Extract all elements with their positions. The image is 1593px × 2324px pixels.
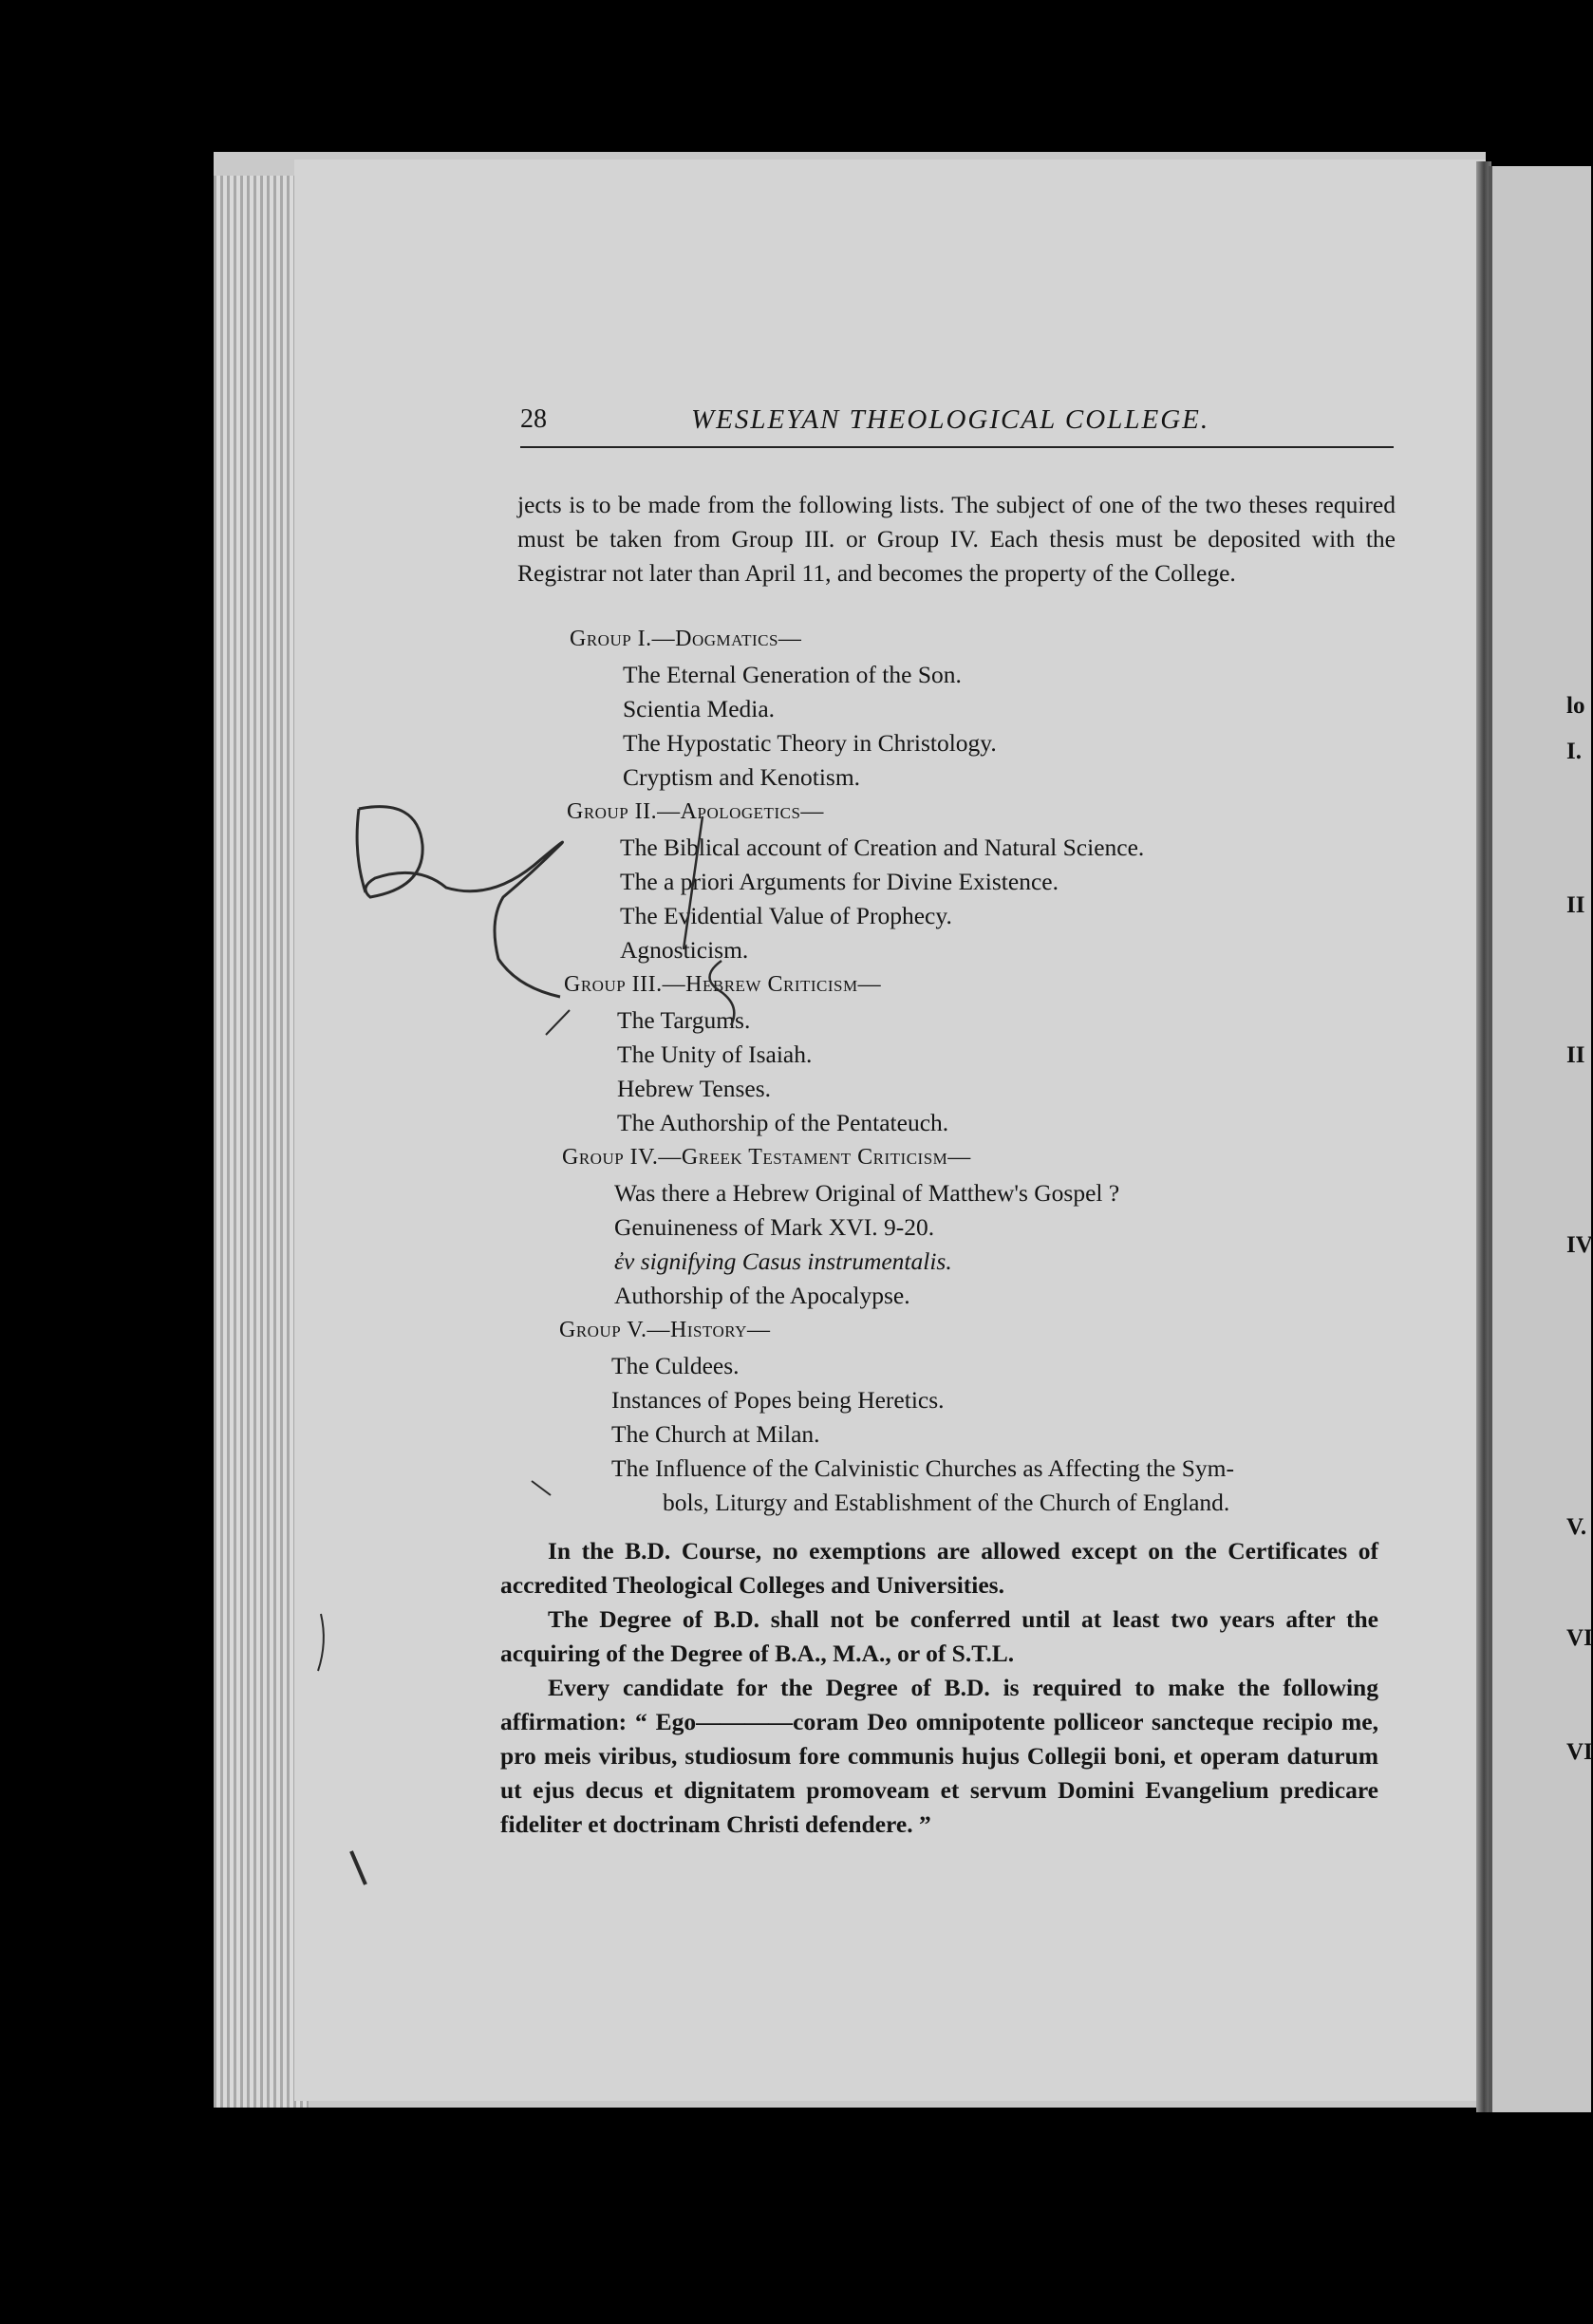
list-item: The Authorship of the Pentateuch. [617, 1109, 949, 1136]
list-item: bols, Liturgy and Establishment of the Church of England. [663, 1489, 1230, 1516]
page-number: 28 [520, 404, 547, 434]
list-item: Authorship of the Apocalypse. [614, 1282, 910, 1309]
list-item: Was there a Hebrew Original of Matthew's Gospel ? [614, 1179, 1120, 1207]
list-item: The Culdees. [611, 1352, 740, 1379]
list-item: The Unity of Isaiah. [617, 1040, 813, 1068]
list-item: Genuineness of Mark XVI. 9-20. [614, 1213, 935, 1241]
group-title: —Dogmatics— [651, 627, 802, 651]
list-item: The Church at Milan. [611, 1420, 820, 1448]
list-item: The Biblical account of Creation and Natural Science. [620, 834, 1145, 861]
group-label: Group IV. [562, 1145, 659, 1170]
list-item: The Influence of the Calvinistic Churches as Affecting the Sym- [611, 1454, 1234, 1482]
list-item: Cryptism and Kenotism. [623, 763, 861, 791]
intro-paragraph: jects is to be made from the following lists. The subject of one of the two theses required must be taken from Group III. or Group IV. Each thesis must be deposited with the Registrar not later than April 11, and becomes the property of the College. [517, 491, 1396, 587]
list-item: The Hypostatic Theory in Christology. [623, 729, 997, 757]
list-item: Agnosticism. [620, 936, 749, 964]
facing-label: VI [1566, 1739, 1593, 1765]
group-label: Group III. [564, 972, 663, 997]
facing-label: I. [1566, 739, 1582, 764]
facing-label: II [1566, 892, 1585, 918]
pen-stroke [351, 1851, 365, 1884]
list-item: The Targums. [617, 1006, 751, 1034]
running-title: WESLEYAN THEOLOGICAL COLLEGE. [691, 404, 1210, 435]
list-item: ἐν signifying Casus instrumentalis. [614, 1247, 952, 1275]
facing-label: IV [1566, 1232, 1593, 1258]
list-item: Instances of Popes being Heretics. [611, 1386, 945, 1414]
list-item: The a priori Arguments for Divine Existence. [620, 868, 1059, 895]
pen-stroke [684, 816, 703, 949]
pen-stroke [318, 1614, 324, 1671]
facing-label: II [1566, 1042, 1585, 1068]
facing-label: lo [1566, 693, 1585, 719]
exemptions-paragraph: In the B.D. Course, no exemptions are allowed except on the Certificates of accredited Theological Colleges and Universities. [500, 1537, 1378, 1599]
list-item: Hebrew Tenses. [617, 1075, 772, 1102]
list-item: The Eternal Generation of the Son. [623, 661, 962, 688]
group-label: Group V. [559, 1318, 647, 1342]
pen-stroke [532, 1481, 551, 1495]
degree-timing-paragraph: The Degree of B.D. shall not be conferred until at least two years after the acquiring of the Degree of B.A., M.A., or of S.T.L. [500, 1605, 1378, 1667]
pen-stroke [546, 1010, 570, 1035]
group-title: —Hebrew Criticism— [662, 972, 882, 997]
group-title: —Greek Testament Criticism— [658, 1145, 971, 1170]
group-label: Group I. [570, 627, 652, 651]
group-label: Group II. [567, 799, 658, 824]
list-item: The Evidential Value of Prophecy. [620, 902, 952, 929]
pen-stroke [710, 961, 735, 1025]
pen-scribble [357, 807, 562, 997]
group-title: —History— [647, 1318, 771, 1342]
list-item: Scientia Media. [623, 695, 776, 722]
facing-label: VI [1566, 1625, 1593, 1651]
group-title: —Apologetics— [657, 799, 824, 824]
affirmation-paragraph: Every candidate for the Degree of B.D. is required to make the following affirmation: “ Ego————coram Deo omnipotente polliceor sancteque recipio me, pro meis viribus, studiosum fore communis hujus Collegii boni, et operam daturum ut ejus decus et dignitatem promoveam et servum Domini Evangelium predicare fideliter et doctrinam Christi defendere. ” [500, 1674, 1378, 1838]
facing-label: V. [1566, 1514, 1587, 1540]
